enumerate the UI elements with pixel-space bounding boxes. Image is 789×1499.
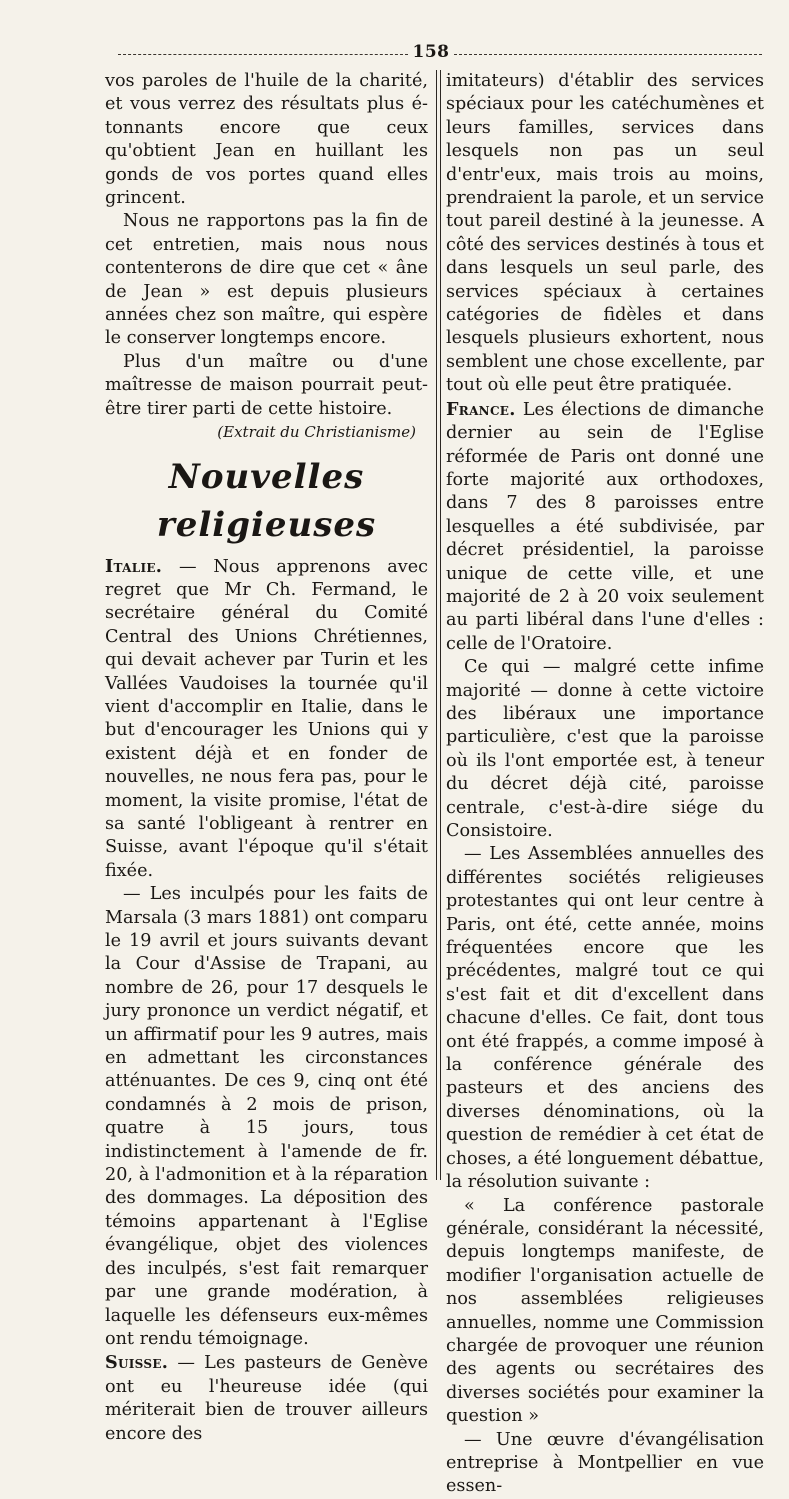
paragraph: Plus d'un maître ou d'une maîtresse de maison pourrait peut-être tirer parti de cette histoire. <box>105 351 428 419</box>
country-label: Suisse. <box>105 1352 169 1374</box>
header-rule-right <box>454 54 762 55</box>
paragraph-text: — Nous apprenons avec regret que Mr Ch. Fermand, le secrétaire général du Comité Central des Unions Chrétiennes, qui devait achever par Turin et les Vallées Vaudoises la tournée qu'il vient d'accomplir en Italie, dans le but d'encourager les Unions qui y existent déjà et en fonder de nouvelles, ne nous fera pas, pour le moment, la visite promise, l'état de sa santé l'obligeant à rentrer en Suisse, avant l'époque qu'il s'était fixée. <box>105 556 428 881</box>
paragraph-suisse <box>105 1351 428 1446</box>
country-label: Italie. <box>105 555 163 577</box>
left-column <box>105 70 428 1444</box>
paragraph: — Une œuvre d'évangélisation entreprise à Montpellier en vue essen- <box>446 1429 764 1497</box>
paragraph: Nous ne rapportons pas la fin de cet entretien, mais nous nous contenterons de dire que cet « âne de Jean » est depuis plusieurs années chez son maître, qui espère le conserver longtemps encore. <box>105 211 428 349</box>
source-citation: (Extrait du Christianisme) <box>217 423 416 442</box>
page-number: 158 <box>412 42 450 62</box>
paragraph-france <box>446 398 764 656</box>
paragraph-text: Les élections de dimanche dernier au sein de l'Eglise réformée de Paris ont donné une forte majorité aux orthodoxes, dans 7 des 8 paroisses entre lesquelles a été subdivisée, par décret présidentiel, la paroisse unique de cette ville, et une majorité de 2 à 20 voix seulement au parti libéral dans l'une d'elles : celle de l'Oratoire. <box>446 399 764 654</box>
header-rule-left <box>118 54 408 55</box>
paragraph: Ce qui — malgré cette infime majorité — donne à cette victoire des libéraux une importance particulière, c'est que la paroisse où ils l'ont emportée est, à teneur du décret déjà cité, paroisse centrale, c'est-à-dire siége du Consistoire. <box>446 657 764 841</box>
paragraph-quote: « La conférence pastorale générale, considérant la nécessité, depuis longtemps manifeste, de modifier l'organisation actuelle de nos assemblées religieuses annuelles, nomme une Commission chargée de provoquer une réunion des agents ou secrétaires des diverses sociétés pour examiner la question » <box>446 1195 764 1427</box>
right-column <box>446 70 764 1497</box>
page-header <box>118 40 762 66</box>
section-heading: Nouvelles religieuses <box>156 456 377 545</box>
paragraph: vos paroles de l'huile de la charité, et vous verrez des résultats plus é-tonnants encore que ceux qu'obtient Jean en huillant les gonds de vos portes quand elles grincent. <box>105 71 428 209</box>
country-label: France. <box>446 398 516 420</box>
column-divider <box>436 70 437 1180</box>
paragraph: — Les Assemblées annuelles des différentes sociétés religieuses protestantes qui ont leur centre à Paris, ont été, cette année, moins fréquentées encore que les précédentes, malgré tout ce qui s'est fait et dit d'excellent dans chacune d'elles. Ce fait, dont tous ont été frappés, a comme imposé à la conférence générale des pasteurs et des anciens des diverses dénominations, où la question de remédier à cet état de choses, a été longuement débattue, la résolution suivante : <box>446 844 764 1193</box>
paragraph: — Les inculpés pour les faits de Marsala (3 mars 1881) ont comparu le 19 avril et jours suivants devant la Cour d'Assise de Trapani, au nombre de 26, pour 17 desquels le jury prononce un verdict négatif, et un affirmatif pour les 9 autres, mais en admettant les circonstances atténuantes. De ces 9, cinq ont été condamnés à 2 mois de prison, quatre à 15 jours, tous indistinctement à l'amende de fr. 20, à l'admonition et à la réparation des dommages. La déposition des témoins appartenant à l'Eglise évangélique, objet des violences des inculpés, s'est fait remarquer par une grande modération, à laquelle les défenseurs eux-mêmes ont rendu témoignage. <box>105 884 428 1349</box>
paragraph: imitateurs) d'établir des services spéciaux pour les catéchumènes et leurs familles, services dans lesquels non pas un seul d'entr'eux, mais trois au moins, prendraient la parole, et un service tout pareil destiné à la jeunesse. A côté des services destinés à tous et dans lesquels un seul parle, des services spéciaux à certaines catégories de fidèles et dans lesquels plusieurs exhortent, nous semblent une chose excellente, par tout où elle peut être pratiquée. <box>446 71 764 396</box>
column-divider-inner <box>440 70 441 1180</box>
paragraph-text: — Les pasteurs de Genève ont eu l'heureuse idée (qui mériterait bien de trouver ailleurs encore des <box>105 1353 428 1444</box>
paragraph-italie <box>105 555 428 884</box>
